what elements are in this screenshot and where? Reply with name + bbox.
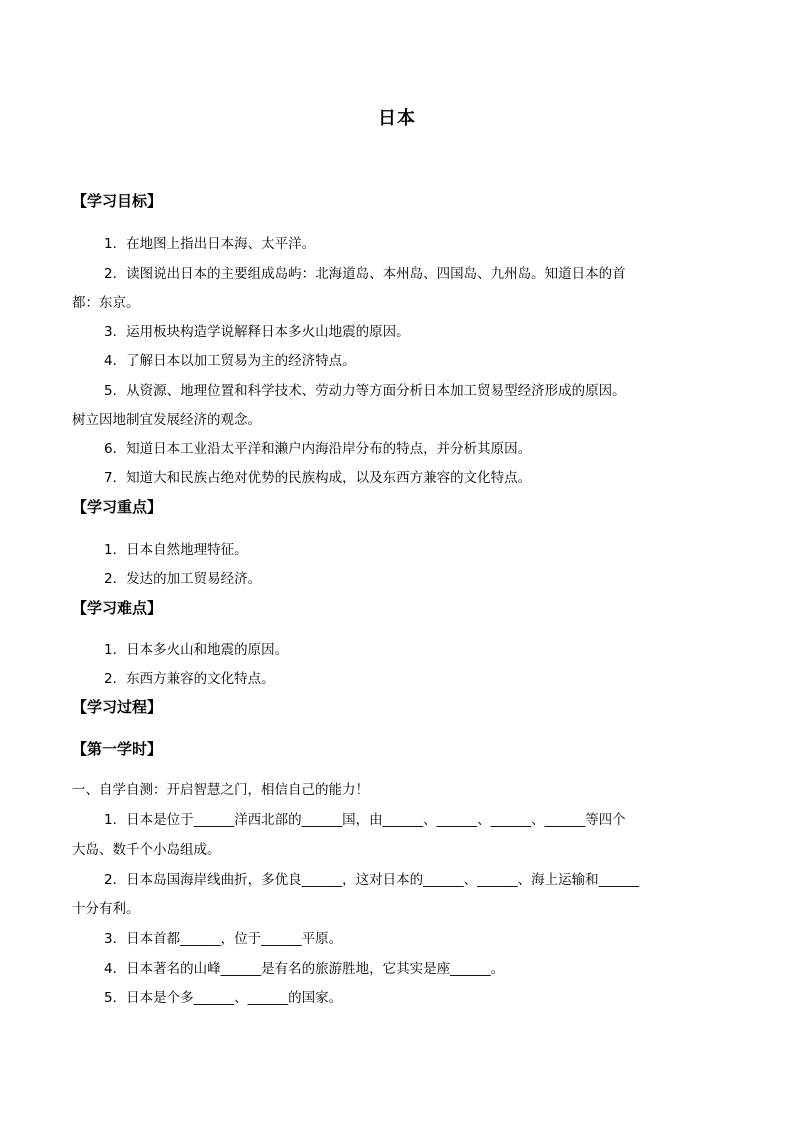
key-points-heading: 【学习重点】 (72, 498, 163, 516)
lesson1-heading: 【第一学时】 (72, 740, 163, 758)
lesson1-intro: 一、自学自测：开启智慧之门，相信自己的能力！ (72, 782, 369, 798)
exercise-line: 大岛、数千个小岛组成。 (72, 842, 221, 858)
difficulty-line: 1．日本多火山和地震的原因。 (104, 642, 289, 658)
key-point-line: 1．日本自然地理特征。 (104, 542, 248, 558)
objective-line: 1．在地图上指出日本海、太平洋。 (104, 236, 316, 252)
key-point-line: 2．发达的加工贸易经济。 (104, 571, 262, 587)
exercise-line: 3．日本首都______，位于______平原。 (104, 931, 343, 947)
exercise-line: 十分有利。 (72, 901, 140, 917)
difficulty-line: 2．东西方兼容的文化特点。 (104, 671, 275, 687)
exercise-line: 1．日本是位于______洋西北部的______国，由______、______、______、______等四个 (104, 812, 626, 828)
objective-line: 4．了解日本以加工贸易为主的经济特点。 (104, 353, 356, 369)
objective-line: 都：东京。 (72, 295, 140, 311)
objective-line: 6．知道日本工业沿太平洋和濑户内海沿岸分布的特点，并分析其原因。 (104, 441, 532, 457)
difficulties-heading: 【学习难点】 (72, 599, 163, 617)
objectives-heading: 【学习目标】 (72, 192, 163, 210)
page-title: 日本 (378, 108, 416, 129)
objective-line: 5．从资源、地理位置和科学技术、劳动力等方面分析日本加工贸易型经济形成的原因。 (104, 383, 626, 399)
exercise-line: 2．日本岛国海岸线曲折，多优良______，这对日本的______、______、海上运输和______ (104, 872, 640, 888)
objective-line: 2．读图说出日本的主要组成岛屿：北海道岛、本州岛、四国岛、九州岛。知道日本的首 (104, 266, 626, 282)
exercise-line: 4．日本著名的山峰______是有名的旅游胜地，它其实是座______。 (104, 961, 505, 977)
exercise-line: 5．日本是个多______、______的国家。 (104, 990, 343, 1006)
objective-line: 3．运用板块构造学说解释日本多火山地震的原因。 (104, 324, 410, 340)
process-heading: 【学习过程】 (72, 698, 163, 716)
objective-line: 7．知道大和民族占绝对优势的民族构成，以及东西方兼容的文化特点。 (104, 470, 532, 486)
objective-line: 树立因地制宜发展经济的观念。 (72, 412, 261, 428)
